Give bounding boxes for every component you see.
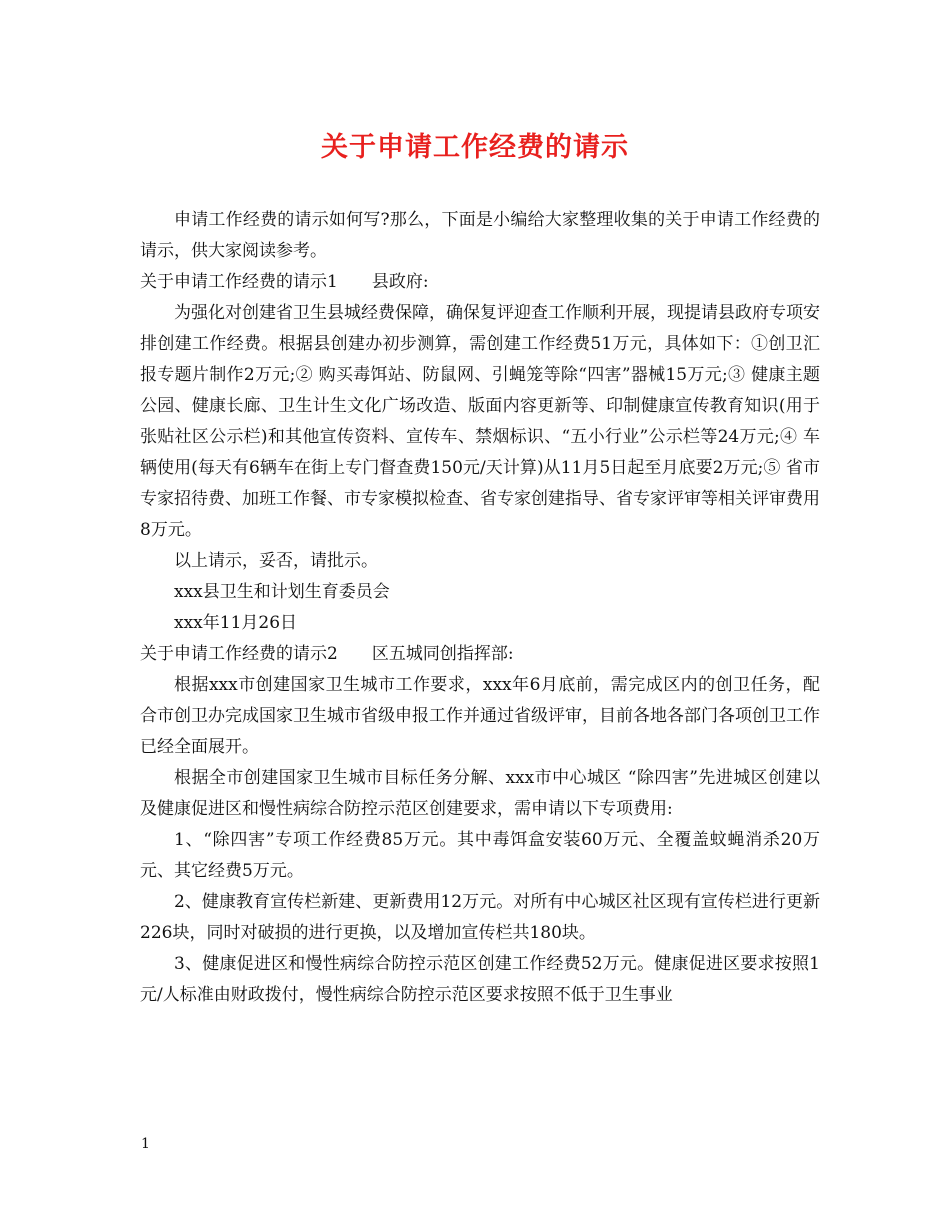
paragraph-item-1: 1、“除四害”专项工作经费85万元。其中毒饵盒安装60万元、全覆盖蚊蝇消杀20万元、其它经费5万元。	[140, 830, 820, 881]
paragraph-item-3: 3、健康促进区和慢性病综合防控示范区创建工作经费52万元。健康促进区要求按照1元/人标准由财政拨付，慢性病综合防控示范区要求按照不低于卫生事业	[140, 954, 820, 1005]
paragraph-request-2-background: 根据xxx市创建国家卫生城市工作要求，xxx年6月底前，需完成区内的创卫任务，配合市创卫办完成国家卫生城市省级申报工作并通过省级评审，目前各地各部门各项创卫工作已经全面展开。	[140, 675, 820, 757]
document-title: 关于申请工作经费的请示	[321, 132, 629, 163]
paragraph-request-1-sender: xxx县卫生和计划生育委员会	[174, 582, 390, 602]
paragraph-heading-2: 关于申请工作经费的请示2 区五城同创指挥部:	[140, 644, 514, 664]
paragraph-item-2: 2、健康教育宣传栏新建、更新费用12万元。对所有中心城区社区现有宣传栏进行更新226块，同时对破损的进行更换，以及增加宣传栏共180块。	[140, 892, 820, 943]
paragraph-request-1-closing: 以上请示，妥否，请批示。	[174, 551, 378, 571]
document-body	[140, 205, 820, 1011]
paragraph-request-2-requirements: 根据全市创建国家卫生城市目标任务分解、xxx市中心城区 “除四害”先进城区创建以及健康促进区和慢性病综合防控示范区创建要求，需申请以下专项费用:	[140, 768, 820, 819]
paragraph-intro: 申请工作经费的请示如何写?那么，下面是小编给大家整理收集的关于申请工作经费的请示，供大家阅读参考。	[140, 210, 820, 261]
page-number: 1	[141, 1136, 150, 1152]
paragraph-request-1-body: 为强化对创建省卫生县城经费保障，确保复评迎查工作顺利开展，现提请县政府专项安排创建工作经费。根据县创建办初步测算，需创建工作经费51万元，具体如下：①创卫汇报专题片制作2万元;② 购买毒饵站、防鼠网、引蝇笼等除“四害”器械15万元;③ 健康主题公园、健康长廊、卫生计生文化广场改造、版面内容更新等、印制健康宣传教育知识(用于张贴社区公示栏)和其他宣传资料、宣传车、禁烟标识、“五小行业”公示栏等24万元;④ 车辆使用(每天有6辆车在街上专门督查费150元/天计算)从11月5日起至月底要2万元;⑤ 省市专家招待费、加班工作餐、市专家模拟检查、省专家创建指导、省专家评审等相关评审费用8万元。	[140, 303, 820, 540]
paragraph-request-1-date: xxx年11月26日	[174, 613, 298, 633]
paragraph-heading-1: 关于申请工作经费的请示1 县政府:	[140, 272, 429, 292]
